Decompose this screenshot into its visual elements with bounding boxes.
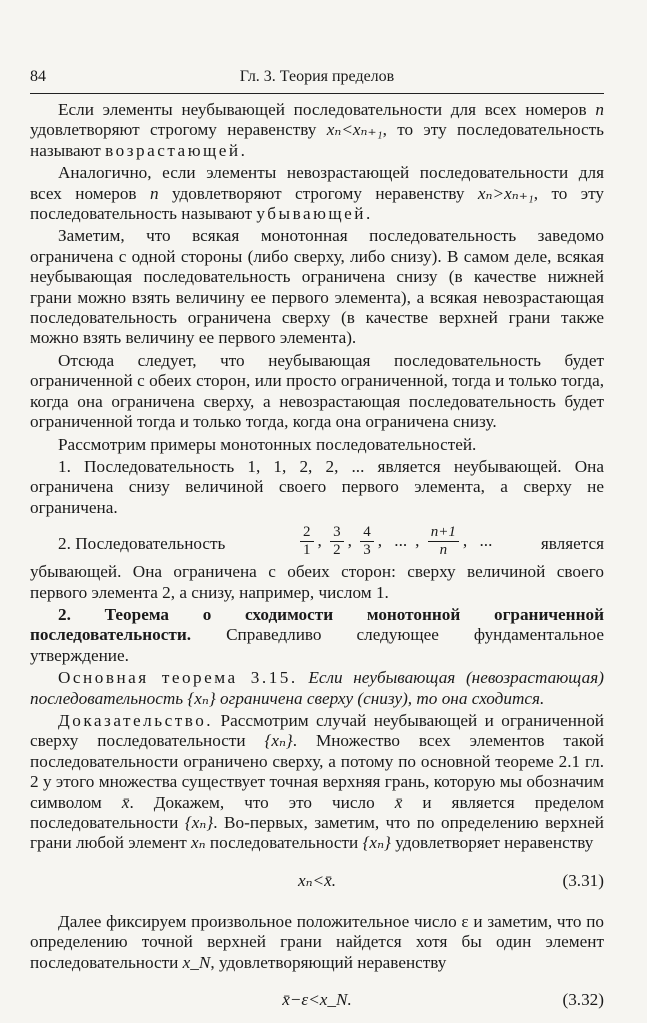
proof-paragraph bbox=[30, 711, 604, 854]
example-1: 1. Последовательность 1, 1, 2, 2, ... является неубывающей. Она ограничена снизу величиной своего первого элемента, а сверху не ограничена. bbox=[30, 456, 604, 517]
paragraph-examples-intro: Рассмотрим примеры монотонных последовательностей. bbox=[58, 434, 477, 454]
inequality: xₙ<xₙ₊₁ bbox=[326, 120, 383, 140]
paragraph-strictly-decreasing bbox=[30, 163, 604, 224]
text: . bbox=[240, 140, 245, 160]
text: , то эту последовательность называют bbox=[30, 120, 605, 160]
element-symbol: x_N bbox=[182, 952, 211, 972]
equation-number: (3.31) bbox=[562, 870, 604, 890]
denominator: 3 bbox=[363, 542, 371, 559]
text: . Множество всех элементов такой последовательности ограничено сверху, а потому по основной теореме 2.1 гл. 2 у этого множества существует точная верхняя грань, которую мы обозначим символом bbox=[30, 731, 604, 812]
sequence-symbol: {xₙ} bbox=[362, 833, 391, 853]
page-number: 84 bbox=[30, 68, 46, 85]
text: Далее фиксируем произвольное положительное число ε и заметим, что по определению точной верхней грани найдется хотя бы один элемент последовательности bbox=[30, 911, 604, 972]
text: Если элементы неубывающей последовательности для всех номеров bbox=[58, 100, 596, 119]
theorem-text: Если неубывающая (невозрастающая) последовательность bbox=[30, 668, 604, 708]
text: удовлетворяют строгому неравенству bbox=[30, 120, 327, 140]
text: , то эту последовательность называют bbox=[30, 183, 605, 224]
paragraph-strictly-increasing bbox=[30, 100, 604, 161]
sequence-symbol: {xₙ} bbox=[184, 813, 214, 832]
epsilon-paragraph bbox=[30, 912, 604, 973]
text: и является пределом последовательности bbox=[30, 792, 604, 832]
example-2-continuation: убывающей. Она ограничена с обеих сторон: сверху величиной своего первого элемента 2, а снизу, например, числом 1. bbox=[30, 562, 604, 602]
sequence-symbol: {xₙ} bbox=[187, 688, 216, 708]
example-2-label: 2. Последовательность bbox=[58, 534, 226, 554]
paragraph-consequence: Отсюда следует, что неубывающая последовательность будет ограниченной с обеих сторон, или просто ограниченной, тогда и только тогда, когда она ограничена сверху, а невозрастающая последовательность будет ограниченной тогда и только тогда, когда она ограничена снизу. bbox=[30, 350, 604, 432]
ellipsis: ... bbox=[479, 531, 493, 551]
fraction bbox=[330, 524, 344, 559]
text: , удовлетворяющий неравенству bbox=[210, 952, 447, 972]
term-decreasing: убывающей bbox=[256, 204, 366, 224]
theorem-3-15 bbox=[30, 668, 604, 709]
text: удовлетворяет неравенству bbox=[390, 833, 594, 853]
text: Рассмотрим случай неубывающей и ограниченной сверху последовательности bbox=[30, 710, 604, 751]
text: последовательности bbox=[205, 833, 363, 853]
element-symbol: xₙ bbox=[191, 833, 206, 853]
term-increasing: возрастающей bbox=[105, 140, 241, 160]
sequence-fractions: $\frac{2}{1}$ , $\frac{3}{2}$ , $\frac{4}{3}$ , ... , $\frac{n+1}{n}$ , ... bbox=[300, 524, 496, 559]
ellipsis: ... bbox=[394, 531, 408, 551]
supremum-symbol: x̄ bbox=[394, 792, 403, 812]
header-rule bbox=[30, 93, 604, 94]
supremum-symbol: x̄ bbox=[121, 792, 130, 812]
proof-label: Доказательство. bbox=[58, 710, 214, 730]
inequality: xₙ>xₙ₊₁ bbox=[477, 183, 534, 203]
numerator: n+1 bbox=[428, 524, 459, 542]
var-n: n bbox=[595, 100, 604, 119]
equation-number: (3.32) bbox=[562, 990, 604, 1010]
paragraph-monotone-bounded: Заметим, что всякая монотонная последовательность заведомо ограничена с одной стороны (либо сверху, либо снизу). В самом деле, всякая неубывающая последовательность ограничена снизу (в качестве нижней грани можно взять величину ее первого элемента), а всякая невозрастающая последовательность ограничена сверху (в качестве верхней грани также можно взять величину ее первого элемента). bbox=[30, 226, 604, 348]
theorem-label: Основная теорема 3.15. bbox=[58, 668, 298, 688]
example-2-sequence bbox=[30, 524, 604, 562]
section-heading: 2. Теорема о сходимости монотонной ограниченной последовательности. bbox=[30, 604, 604, 645]
var-n: n bbox=[149, 183, 159, 203]
fraction bbox=[360, 524, 374, 559]
formula-3-32 bbox=[30, 985, 604, 1015]
sequence-symbol: {xₙ} bbox=[264, 731, 293, 751]
formula-expression: x̄−ε<x_N. bbox=[282, 990, 352, 1010]
text: . Во-первых, заметим, что по определению верхней грани любой элемент bbox=[30, 813, 604, 853]
text: удовлетворяют строгому неравенству bbox=[158, 183, 478, 203]
fraction bbox=[300, 524, 314, 559]
page-header bbox=[30, 68, 604, 90]
example-2-tail: является bbox=[540, 534, 604, 554]
denominator: n bbox=[439, 542, 448, 559]
text: Аналогично, если элементы невозрастающей последовательности для всех номеров bbox=[30, 163, 604, 203]
chapter-title: Гл. 3. Теория пределов bbox=[239, 68, 395, 85]
text: . Докажем, что это число bbox=[129, 792, 395, 812]
text: . bbox=[366, 204, 371, 224]
theorem-text: ограничена сверху (снизу), то она сходится. bbox=[215, 688, 545, 708]
page-body bbox=[30, 100, 604, 1023]
formula-expression: xₙ<x̄. bbox=[297, 870, 337, 890]
denominator: 2 bbox=[333, 542, 341, 559]
denominator: 1 bbox=[303, 542, 311, 559]
formula-3-31 bbox=[30, 866, 604, 896]
numerator: 3 bbox=[330, 524, 344, 542]
section-intro: Справедливо следующее фундаментальное утверждение. bbox=[30, 625, 604, 665]
fraction-general bbox=[428, 524, 459, 559]
section-heading-paragraph bbox=[30, 605, 604, 666]
numerator: 2 bbox=[300, 524, 314, 542]
numerator: 4 bbox=[360, 524, 374, 542]
